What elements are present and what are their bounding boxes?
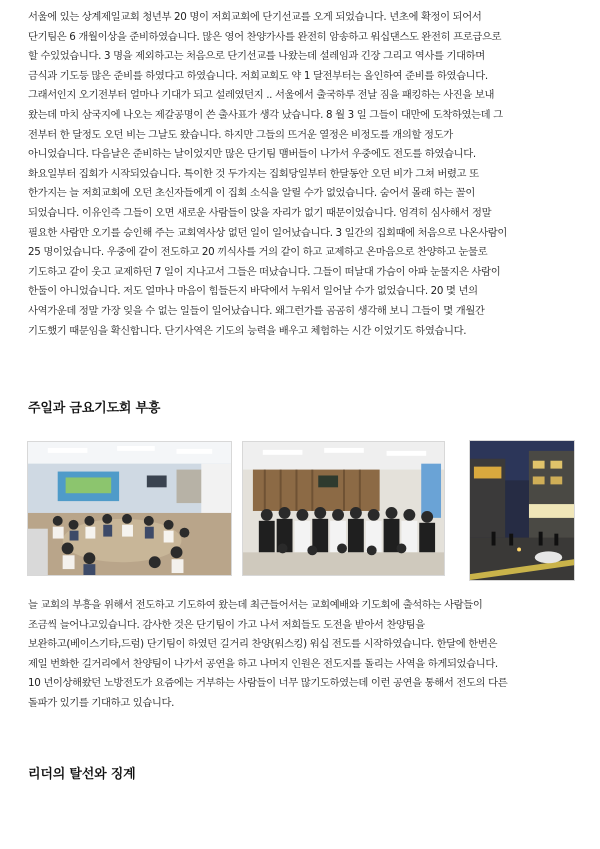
paragraph-line: 사역가운데 정말 가장 잊을 수 없는 일들이 일어났습니다. 왜그런가를 곰곰히 생각해 보니 그들이 몇 개월간 — [28, 304, 485, 317]
paragraph-line: 조금씩 늘어나고있습니다. 감사한 것은 단기팀이 가고 나서 저희들도 도전을 받아서 찬양팀을 — [28, 618, 425, 631]
paragraph-line: 할 수있었습니다. 3 명을 제외하고는 처음으로 단기선교를 나왔는데 설레임과 긴장 그리고 역사를 기대하며 — [28, 50, 485, 63]
paragraph-line: 보완하고(베이스기타,드럼) 단기팀이 하였던 길거리 찬양(워스킹) 워십 전도를 시작하였습니다. 한달에 한번은 — [28, 638, 498, 651]
paragraph-line: 화요일부터 집회가 시작되었습니다. 특이한 것 두가지는 집회당일부터 한달동안 오던 비가 그쳐 버렸고 또 — [28, 167, 479, 180]
paragraph-line: 한가지는 늘 저희교회에 오던 초신자들에게 이 집회 소식을 알릴 수가 없었습니다. 숨어서 몰래 하는 꼴이 — [28, 187, 475, 200]
paragraph-line: 제일 번화한 길거리에서 찬양팀이 나가서 공연을 하고 나머지 인원은 전도지를 돌리는 사역을 하게되었습니다. — [28, 657, 498, 670]
paragraph-line: 25 명이었습니다. 우중에 같이 전도하고 20 끼식사를 거의 같이 하고 교제하고 온마음으로 찬양하고 눈물로 — [28, 246, 488, 259]
paragraph-line: 전부터 한 달정도 오던 비는 그날도 왔습니다. 하지만 그들의 뜨거운 열정은 비정도를 개의할 정도가 — [28, 128, 453, 141]
section-heading-revival: 주일과 금요기도회 부흥 — [28, 401, 161, 416]
intro-paragraph — [28, 8, 574, 341]
paragraph-line: 돌파가 있기를 기대하고 있습니다. — [28, 696, 175, 709]
paragraph-line: 아니었습니다. 다음날은 준비하는 날이었지만 많은 단기팀 맴버들이 나가서 우중에도 전도를 하였습니다. — [28, 148, 476, 161]
paragraph-line: 금식과 기도등 많은 준비를 하였다고 하였습니다. 저희교회도 약 1 달전부터는 올인하여 준비를 하였습니다. — [28, 69, 488, 82]
group-photo-image — [243, 442, 444, 575]
street-night-image — [470, 441, 574, 580]
paragraph-line: 단기팀은 6 개월이상을 준비하였습니다. 많은 영어 찬양가사를 완전히 암송하고 워십댄스도 완전히 프로급으로 — [28, 30, 502, 43]
paragraph-line: 서울에 있는 상계제일교회 청년부 20 명이 저희교회에 단기선교를 오게 되었습니다. 년초에 확정이 되어서 — [28, 11, 482, 23]
paragraph-line: 기도하고 같이 웃고 교제하던 7 일이 지나고서 그들은 떠났습니다. 그들이 떠날대 가슴이 아파 눈물지은 사람이 — [28, 265, 501, 278]
paragraph-line: 왔는데 마치 삼국지에 나오는 제갈공명이 쓴 출사표가 생각 났습니다. 8 월 3 일 그들이 대만에 도착하였는데 그 — [28, 108, 503, 121]
room-prayer-circle-photo — [27, 441, 232, 576]
paragraph-line: 필요한 사람만 오기를 승인해 주는 교회역사상 없던 일이 일어났습니다. 3 일간의 집회때에 처음으로 나온사람이 — [28, 226, 507, 239]
paragraph-line: 그래서인지 오기전부터 얼마나 기대가 되고 설레였던지 .. 서울에서 출국하루 전날 짐을 패킹하는 사진을 보내 — [28, 89, 495, 102]
section-heading-leader: 리더의 탈선와 징계 — [28, 767, 136, 782]
paragraph-line: 기도했기 때문임을 확신합니다. 단기사역은 기도의 능력을 배우고 체험하는 시간 이었기도 하였습니다. — [28, 324, 467, 337]
group-photo — [242, 441, 445, 576]
revival-paragraph — [28, 596, 574, 714]
paragraph-line: 되었습니다. 이유인즉 그들이 오면 새로운 사람들이 앉을 자리가 없기 때문이었습니다. 엄격히 심사해서 정말 — [28, 206, 492, 219]
paragraph-line: 10 년이상해왔던 노방전도가 요즘에는 거부하는 사람들이 너무 많기도하였는데 이런 공연을 통해서 전도의 다른 — [28, 677, 508, 690]
paragraph-line: 늘 교회의 부흥을 위해서 전도하고 기도하여 왔는데 최근들어서는 교회예배와 기도회에 출석하는 사람들이 — [28, 599, 483, 611]
room-prayer-circle-image — [28, 442, 231, 575]
paragraph-line: 한둘이 아니었습니다. 저도 얼마나 마음이 힘들든지 바닥에서 누워서 일어날 수가 없었습니다. 20 몇 년의 — [28, 285, 478, 298]
street-night-photo — [469, 440, 575, 581]
